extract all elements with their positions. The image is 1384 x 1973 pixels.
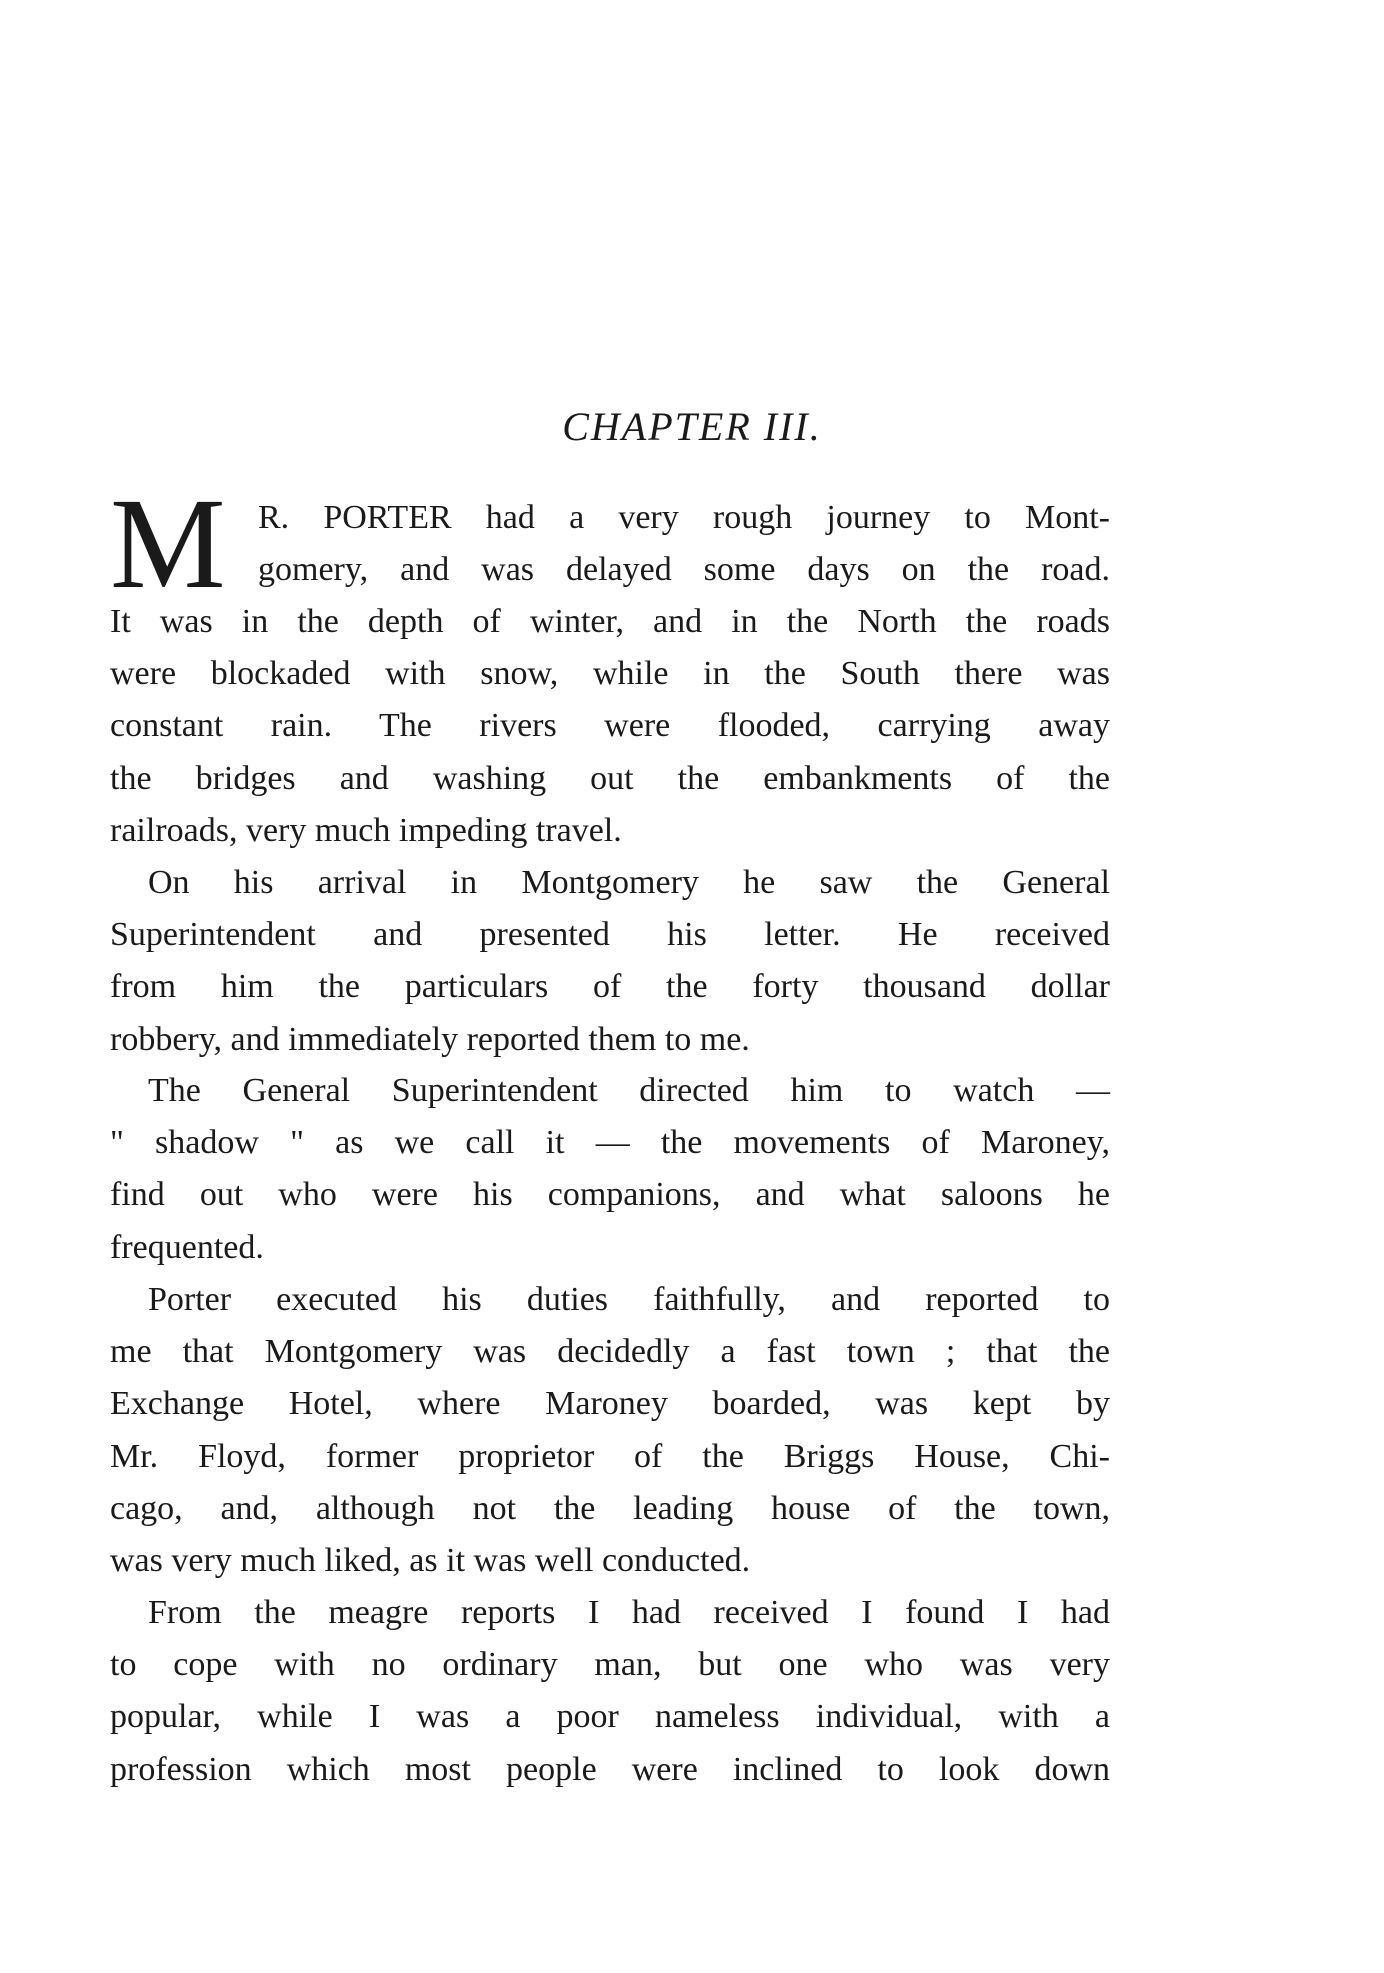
text-line: railroads, very much impeding travel. <box>110 811 622 849</box>
text-line: frequented. <box>110 1228 264 1266</box>
text-line: Exchange Hotel, where Maroney boarded, was kept by <box>110 1385 1110 1423</box>
text-line: were blockaded with snow, while in the South there was <box>110 655 1110 693</box>
paragraph-3 <box>110 1065 1110 1274</box>
paragraph-4 <box>110 1274 1110 1587</box>
text-line: profession which most people were inclined to look down <box>110 1750 1110 1788</box>
paragraph-1 <box>110 596 1110 857</box>
text-line: It was in the depth of winter, and in the North the roads <box>110 603 1110 640</box>
text-line: constant rain. The rivers were flooded, carrying away <box>110 707 1110 745</box>
chapter-title: CHAPTER III. <box>562 404 822 449</box>
text-line: find out who were his companions, and what saloons he <box>110 1176 1110 1214</box>
text-line: robbery, and immediately reported them to me. <box>110 1020 750 1058</box>
text-line: " shadow " as we call it — the movements of Maroney, <box>110 1124 1110 1162</box>
text-line: Porter executed his duties faithfully, and reported to <box>148 1281 1110 1318</box>
text-line: me that Montgomery was decidedly a fast town ; that the <box>110 1333 1110 1371</box>
drop-cap: M <box>110 472 226 616</box>
text-line: was very much liked, as it was well conducted. <box>110 1541 751 1579</box>
paragraph-1-opening <box>258 492 1110 596</box>
text-line: the bridges and washing out the embankments of the <box>110 759 1110 797</box>
text-line: From the meagre reports I had received I found I had <box>148 1594 1110 1631</box>
text-line: to cope with no ordinary man, but one who was very <box>110 1646 1110 1684</box>
text-line: from him the particulars of the forty thousand dollar <box>110 968 1110 1006</box>
paragraph-2 <box>110 857 1110 1066</box>
text-line: popular, while I was a poor nameless individual, with a <box>110 1698 1110 1736</box>
text-line: The General Superintendent directed him to watch — <box>148 1072 1110 1109</box>
paragraph-5 <box>110 1587 1110 1796</box>
text-line: On his arrival in Montgomery he saw the General <box>148 864 1110 901</box>
text-line: cago, and, although not the leading house of the town, <box>110 1489 1110 1527</box>
text-line: R. PORTER had a very rough journey to Mont- <box>258 499 1110 536</box>
text-line: gomery, and was delayed some days on the road. <box>258 551 1110 589</box>
text-line: Mr. Floyd, former proprietor of the Briggs House, Chi- <box>110 1437 1110 1475</box>
text-line: Superintendent and presented his letter. He received <box>110 916 1110 954</box>
